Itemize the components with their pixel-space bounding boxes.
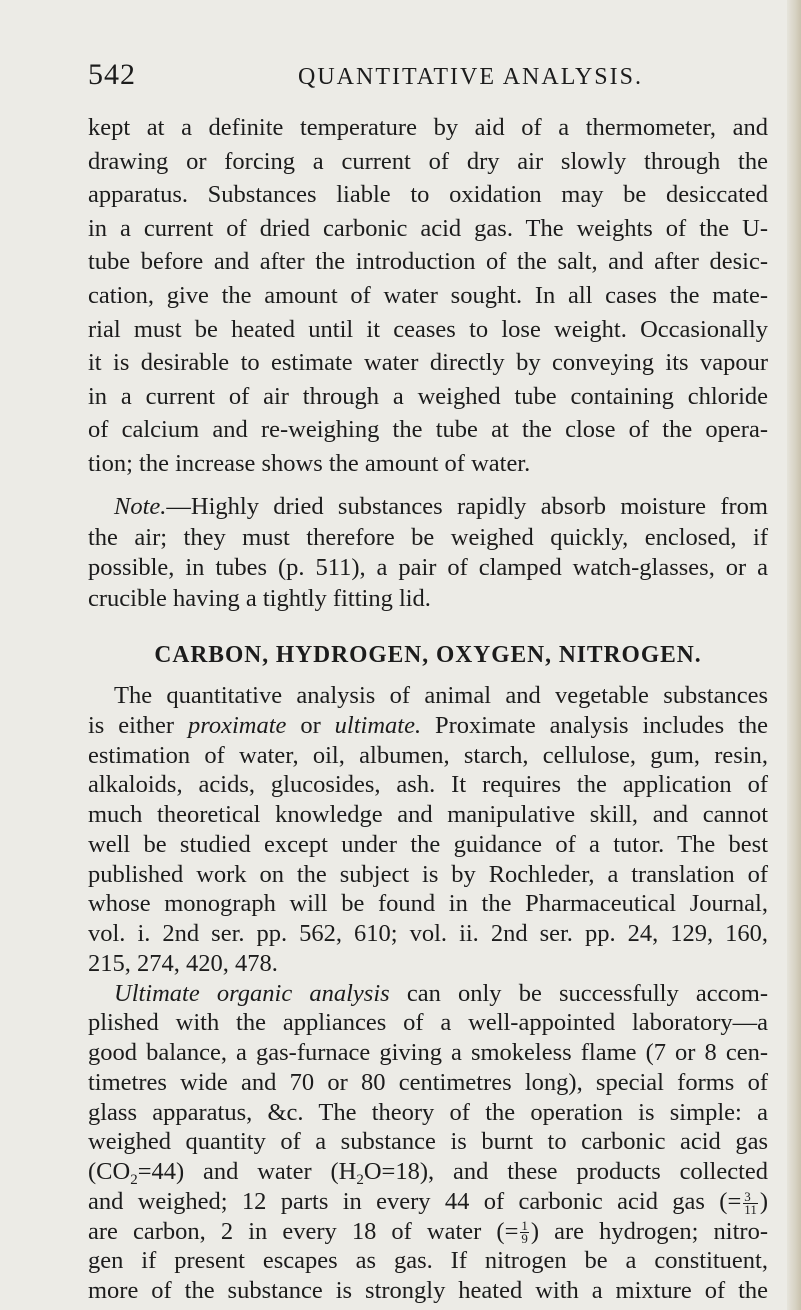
text-run: and weighed; 12 parts in every 44 of carbonic acid gas (= <box>88 1187 742 1215</box>
para2-line <box>88 711 768 741</box>
para2-line: The quantitative analysis of animal and vegetable substances <box>114 682 768 710</box>
running-head: QUANTITATIVE ANALYSIS. <box>298 64 643 90</box>
para3-fraction-line <box>88 1217 768 1247</box>
note-text: —Highly dried substances rapidly absorb moisture from <box>166 493 768 521</box>
note-line: the air; they must therefore be weighed quickly, enclosed, if <box>88 523 768 551</box>
para3-fraction-line <box>88 1187 768 1217</box>
para2-line: much theoretical knowledge and manipulative skill, and cannot <box>88 801 768 829</box>
para3-line: gen if present escapes as gas. If nitrogen be a constituent, <box>88 1247 768 1275</box>
term-ultimate: ultimate. <box>334 711 422 739</box>
text-run: (CO <box>88 1158 131 1185</box>
para1-line: kept at a definite temperature by aid of a thermometer, and <box>88 114 768 141</box>
para1-line: apparatus. Substances liable to oxidation may be desiccated <box>88 181 768 209</box>
para3-line: timetres wide and 70 or 80 centimetres long), special forms of <box>88 1068 768 1096</box>
text-run: O=18), and these products collected <box>363 1158 769 1185</box>
page-edge-shadow <box>787 0 801 1310</box>
para2-line: published work on the subject is by Rochleder, a translation of <box>88 860 768 888</box>
para3-line: glass apparatus, &c. The theory of the operation is simple: a <box>88 1098 768 1126</box>
para3-line: plished with the appliances of a well-appointed laboratory—a <box>88 1009 768 1037</box>
term-proximate: proximate <box>187 711 287 739</box>
para3-formula-line <box>88 1157 768 1187</box>
subscript: 2 <box>356 1172 364 1188</box>
text-run: is either <box>88 711 188 739</box>
para1-line: tube before and after the introduction of the salt, and after desic- <box>88 248 768 276</box>
term-ultimate-organic-analysis: Ultimate organic analysis <box>114 979 390 1007</box>
para1-line: cation, give the amount of water sought. In all cases the mate- <box>88 281 768 309</box>
para2-line: whose monograph will be found in the Pharmaceutical Journal, <box>88 890 768 918</box>
fraction <box>743 1188 758 1217</box>
para3-line: more of the substance is strongly heated with a mixture of the <box>88 1277 768 1304</box>
para3-line: good balance, a gas-furnace giving a smokeless flame (7 or 8 cen- <box>88 1039 768 1067</box>
page-header <box>88 58 768 98</box>
note-line <box>114 492 768 522</box>
para2-line: estimation of water, oil, albumen, starch, cellulose, gum, resin, <box>88 741 768 769</box>
note-label: Note. <box>114 493 167 521</box>
para1-line: tion; the increase shows the amount of water. <box>88 449 531 477</box>
para1-line: of calcium and re-weighing the tube at the close of the opera- <box>88 416 768 444</box>
note-line: crucible having a tightly fitting lid. <box>88 585 431 613</box>
fraction-numerator: 1 <box>521 1218 528 1234</box>
page-number: 542 <box>88 58 136 91</box>
para1-line: in a current of air through a weighed tube containing chloride <box>88 382 768 410</box>
fraction-denominator: 11 <box>744 1201 757 1217</box>
fraction <box>520 1220 529 1245</box>
para1-line: drawing or forcing a current of dry air slowly through the <box>88 147 768 175</box>
para2-line: vol. i. 2nd ser. pp. 562, 610; vol. ii. 2nd ser. pp. 24, 129, 160, <box>88 920 768 948</box>
fraction-numerator: 3 <box>743 1191 758 1204</box>
para2-line: alkaloids, acids, glucosides, ash. It requires the application of <box>88 771 768 799</box>
text-run: are carbon, 2 in every 18 of water (= <box>88 1217 519 1245</box>
text-run: can only be successfully accom- <box>389 979 768 1007</box>
fraction-denominator: 9 <box>521 1231 528 1247</box>
para3-line <box>114 979 768 1009</box>
para3-line: weighed quantity of a substance is burnt to carbonic acid gas <box>88 1128 768 1156</box>
text-run: or <box>286 711 335 739</box>
subscript: 2 <box>130 1172 138 1188</box>
text-run: =44) and water (H <box>137 1158 357 1185</box>
para2-line: well be studied except under the guidance of a tutor. The best <box>88 830 768 858</box>
section-heading: CARBON, HYDROGEN, OXYGEN, NITROGEN. <box>154 641 702 668</box>
para2-line: 215, 274, 420, 478. <box>88 949 278 977</box>
para1-line: rial must be heated until it ceases to lose weight. Occasionally <box>88 315 768 343</box>
text-run: ) <box>759 1187 768 1215</box>
para1-line: it is desirable to estimate water directly by conveying its vapour <box>88 349 768 377</box>
text-run: ) are hydrogen; nitro- <box>530 1217 768 1245</box>
para1-line: in a current of dried carbonic acid gas. The weights of the U- <box>88 214 768 242</box>
note-line: possible, in tubes (p. 511), a pair of clamped watch-glasses, or a <box>88 554 768 582</box>
text-run: Proximate analysis includes the <box>421 711 768 739</box>
